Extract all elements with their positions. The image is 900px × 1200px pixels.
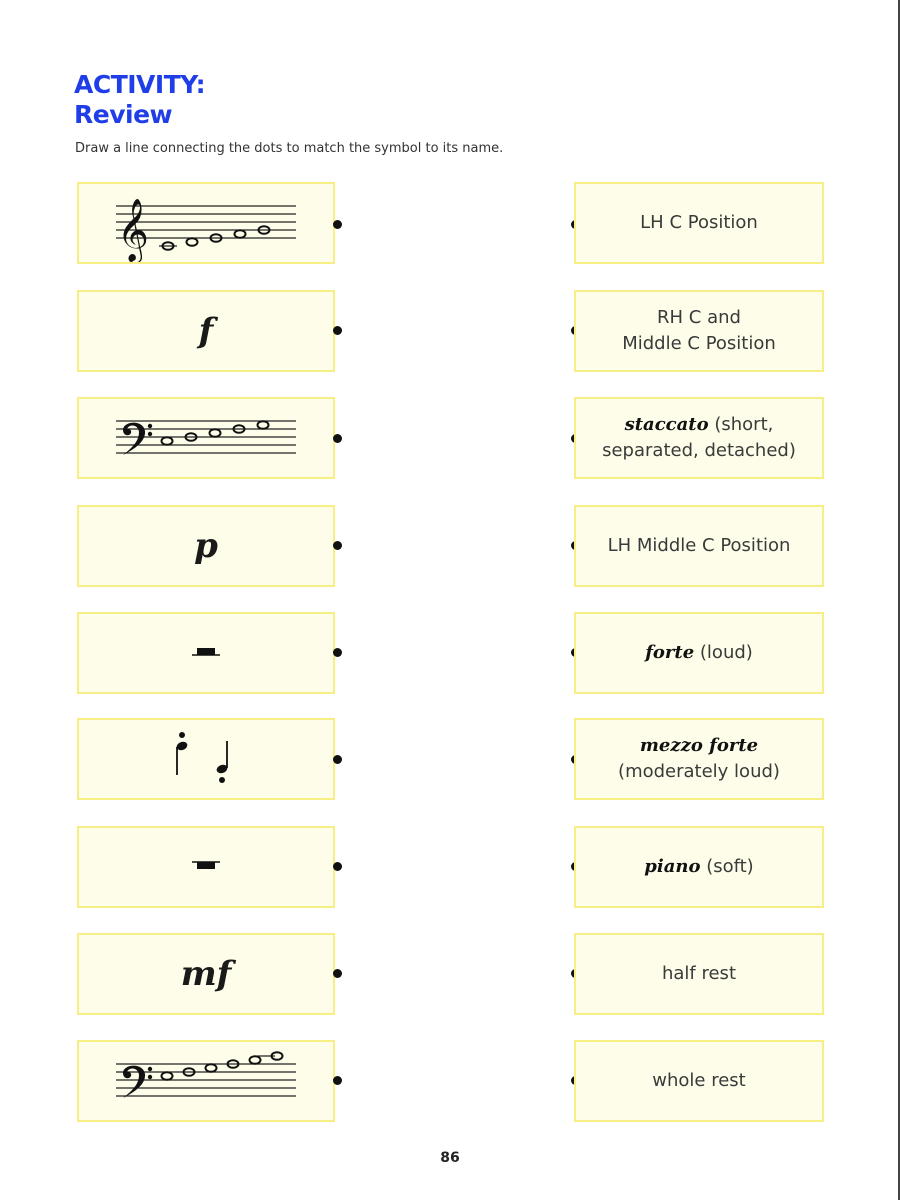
answer-text-1	[576, 184, 822, 262]
half-rest-icon	[186, 638, 226, 668]
forte-symbol: f	[198, 311, 214, 351]
answer-card-9	[574, 1040, 824, 1122]
answer-text-4	[576, 507, 822, 585]
answer-label: half rest	[661, 963, 736, 984]
piano-symbol: p	[194, 526, 218, 566]
title-line-1: ACTIVITY:	[74, 70, 206, 99]
answer-card-5	[574, 612, 824, 694]
symbol-card-5	[77, 612, 335, 694]
treble-staff-icon	[111, 184, 301, 262]
left-dot-3[interactable]	[333, 434, 342, 443]
answer-text-9	[576, 1042, 822, 1120]
symbol-card-3	[77, 397, 335, 479]
answer-description: (short,	[708, 414, 774, 435]
answer-text-7	[576, 828, 822, 906]
answer-label: LH Middle C Position	[607, 535, 791, 556]
symbol-card-7	[77, 826, 335, 908]
left-dot-1[interactable]	[333, 220, 342, 229]
answer-label-line-2: Middle C Position	[622, 333, 776, 354]
staccato-notes-icon	[166, 729, 246, 789]
answer-label-line-2: separated, detached)	[602, 440, 796, 461]
left-dot-7[interactable]	[333, 862, 342, 871]
answer-text-6	[576, 720, 822, 798]
answer-card-3	[574, 397, 824, 479]
left-dot-9[interactable]	[333, 1076, 342, 1085]
bass-staff-middle-c-icon	[111, 1042, 301, 1120]
answer-text-3	[576, 399, 822, 477]
answer-term: staccato	[624, 414, 709, 435]
answer-card-6	[574, 718, 824, 800]
answer-card-2	[574, 290, 824, 372]
symbol-card-8	[77, 933, 335, 1015]
whole-rest-icon	[186, 852, 226, 882]
left-dot-8[interactable]	[333, 969, 342, 978]
answer-text-2	[576, 292, 822, 370]
answer-term: mezzo forte	[639, 735, 759, 756]
symbol-card-6	[77, 718, 335, 800]
answer-term: piano	[644, 856, 701, 877]
title-line-2: Review	[74, 100, 173, 129]
answer-label-line-2: (moderately loud)	[618, 761, 780, 782]
answer-label-line-1: RH C and	[657, 307, 741, 328]
left-dot-6[interactable]	[333, 755, 342, 764]
answer-card-1	[574, 182, 824, 264]
symbol-card-4	[77, 505, 335, 587]
answer-term: forte	[645, 642, 695, 663]
answer-text-8	[576, 935, 822, 1013]
answer-label: LH C Position	[640, 212, 758, 233]
symbol-card-9	[77, 1040, 335, 1122]
left-dot-4[interactable]	[333, 541, 342, 550]
page-number: 86	[440, 1150, 460, 1166]
mezzo-forte-symbol: mf	[180, 954, 232, 994]
left-dot-2[interactable]	[333, 326, 342, 335]
left-dot-5[interactable]	[333, 648, 342, 657]
symbol-card-1	[77, 182, 335, 264]
answer-card-7	[574, 826, 824, 908]
answer-description: (loud)	[694, 642, 753, 663]
answer-description: (soft)	[700, 856, 754, 877]
answer-label: whole rest	[652, 1070, 746, 1091]
answer-card-8	[574, 933, 824, 1015]
instructions: Draw a line connecting the dots to match the symbol to its name.	[75, 141, 504, 156]
symbol-card-2	[77, 290, 335, 372]
svg-text:𝄞: 𝄞	[117, 198, 149, 261]
answer-card-4	[574, 505, 824, 587]
activity-title	[74, 70, 205, 130]
answer-text-5	[576, 614, 822, 692]
bass-staff-icon	[111, 399, 301, 477]
